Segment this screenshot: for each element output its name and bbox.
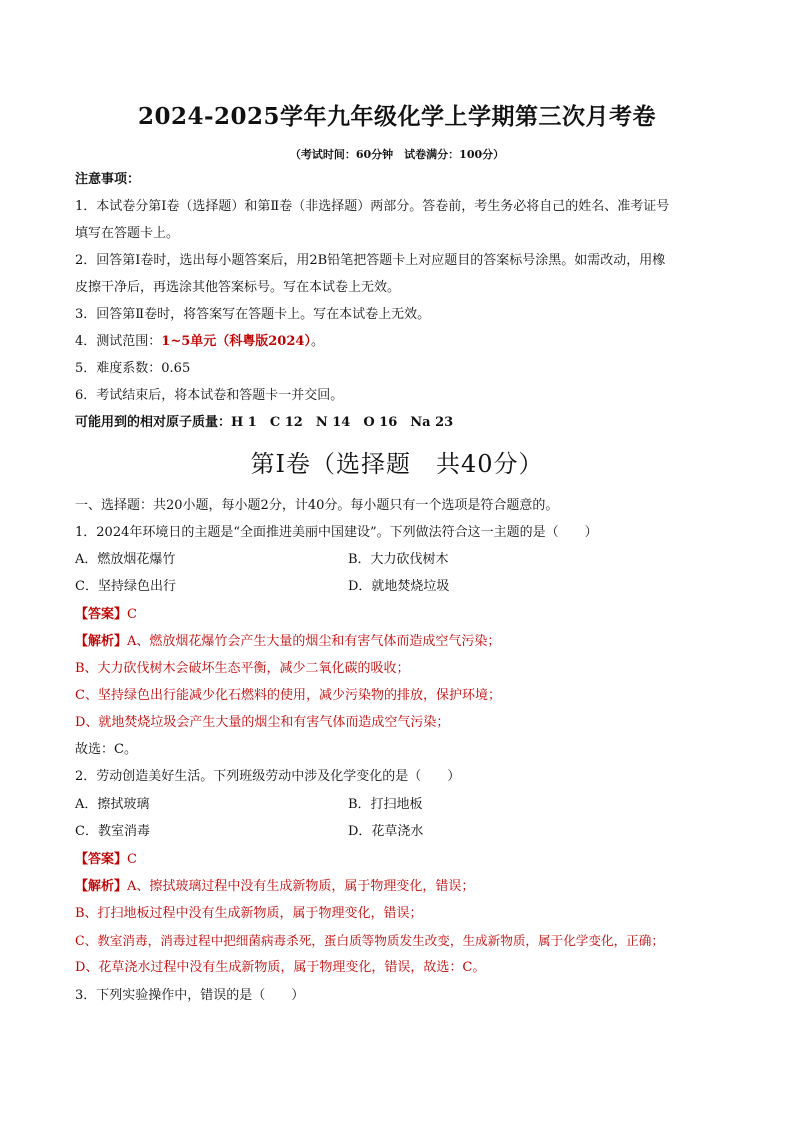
note-4-prefix: 4．测试范围：: [75, 334, 162, 349]
analysis-label: 【解析】: [75, 879, 128, 894]
q2-answer: [75, 852, 137, 868]
answer-value: C: [127, 607, 137, 622]
note-2-cont: 皮擦干净后，再选涂其他答案标号。写在本试卷上无效。: [75, 280, 401, 295]
section-title: 第Ⅰ卷（选择题 共40分）: [250, 450, 544, 478]
q1-analysis-a: [75, 634, 500, 650]
note-6: 6．考试结束后，将本试卷和答题卡一并交回。: [75, 388, 344, 403]
note-5: 5．难度系数：0.65: [75, 361, 191, 376]
q2-analysis-c: C、教室消毒，消毒过程中把细菌病毒杀死，蛋白质等物质发生改变，生成新物质，属于化学变化，正确；: [75, 933, 664, 948]
note-2: 2．回答第Ⅰ卷时，选出每小题答案后，用2B铅笔把答题卡上对应题目的答案标号涂黑。如需改动，用橡: [75, 253, 666, 268]
q2-analysis-d: D、花草浇水过程中没有生成新物质，属于物理变化，错误，故选：C。: [75, 960, 486, 975]
q2-option-b: B．打扫地板: [348, 797, 423, 812]
q1-answer: [75, 607, 137, 623]
q1-analysis-d: D、就地焚烧垃圾会产生大量的烟尘和有害气体而造成空气污染；: [75, 715, 450, 730]
exam-info: （考试时间：60分钟 试卷满分：100分）: [289, 148, 505, 161]
note-4: [75, 334, 324, 350]
note-4-suffix: 。: [310, 334, 324, 349]
answer-label: 【答案】: [75, 607, 128, 622]
q2-stem: 2．劳动创造美好生活。下列班级劳动中涉及化学变化的是（ ）: [75, 769, 461, 784]
q1-stem: 1．2024年环境日的主题是“全面推进美丽中国建设”。下列做法符合这一主题的是（ ）: [75, 525, 598, 540]
q1-option-b: B．大力砍伐树木: [348, 552, 449, 567]
notes-heading: 注意事项：: [75, 172, 141, 187]
q2-analysis-a: [75, 879, 474, 895]
section-intro: 一、选择题：共20小题，每小题2分，计40分。每小题只有一个选项是符合题意的。: [75, 498, 559, 513]
answer-label: 【答案】: [75, 852, 128, 867]
note-3: 3．回答第Ⅱ卷时，将答案写在答题卡上。写在本试卷上无效。: [75, 307, 431, 322]
test-range: 1~5单元（科粤版2024）: [161, 334, 311, 349]
q1-option-c: C．坚持绿色出行: [75, 579, 176, 594]
analysis-text: A、燃放烟花爆竹会产生大量的烟尘和有害气体而造成空气污染；: [127, 634, 501, 649]
q1-analysis-c: C、坚持绿色出行能减少化石燃料的使用，减少污染物的排放，保护环境；: [75, 688, 501, 703]
analysis-label: 【解析】: [75, 634, 128, 649]
note-1-cont: 填写在答题卡上。: [75, 226, 180, 241]
q1-option-d: D．就地焚烧垃圾: [348, 579, 450, 594]
page-title: 2024-2025学年九年级化学上学期第三次月考卷: [137, 103, 657, 130]
q3-stem: 3．下列实验操作中，错误的是（ ）: [75, 988, 305, 1003]
q1-analysis-b: B、大力砍伐树木会破坏生态平衡，减少二氧化碳的吸收；: [75, 661, 410, 676]
note-1: 1．本试卷分第Ⅰ卷（选择题）和第Ⅱ卷（非选择题）两部分。答卷前，考生务必将自己的姓名、准考证号: [75, 199, 670, 214]
q1-conclusion: 故选：C。: [75, 742, 137, 757]
analysis-text: A、擦拭玻璃过程中没有生成新物质，属于物理变化，错误；: [127, 879, 475, 894]
q2-option-d: D．花草浇水: [348, 824, 424, 839]
q2-option-a: A．擦拭玻璃: [75, 797, 150, 812]
answer-value: C: [127, 852, 137, 867]
q2-option-c: C．教室消毒: [75, 824, 150, 839]
q2-analysis-b: B、打扫地板过程中没有生成新物质，属于物理变化，错误；: [75, 906, 423, 921]
atomic-masses: 可能用到的相对原子质量：H 1 C 12 N 14 O 16 Na 23: [75, 415, 454, 430]
q1-option-a: A．燃放烟花爆竹: [75, 552, 176, 567]
